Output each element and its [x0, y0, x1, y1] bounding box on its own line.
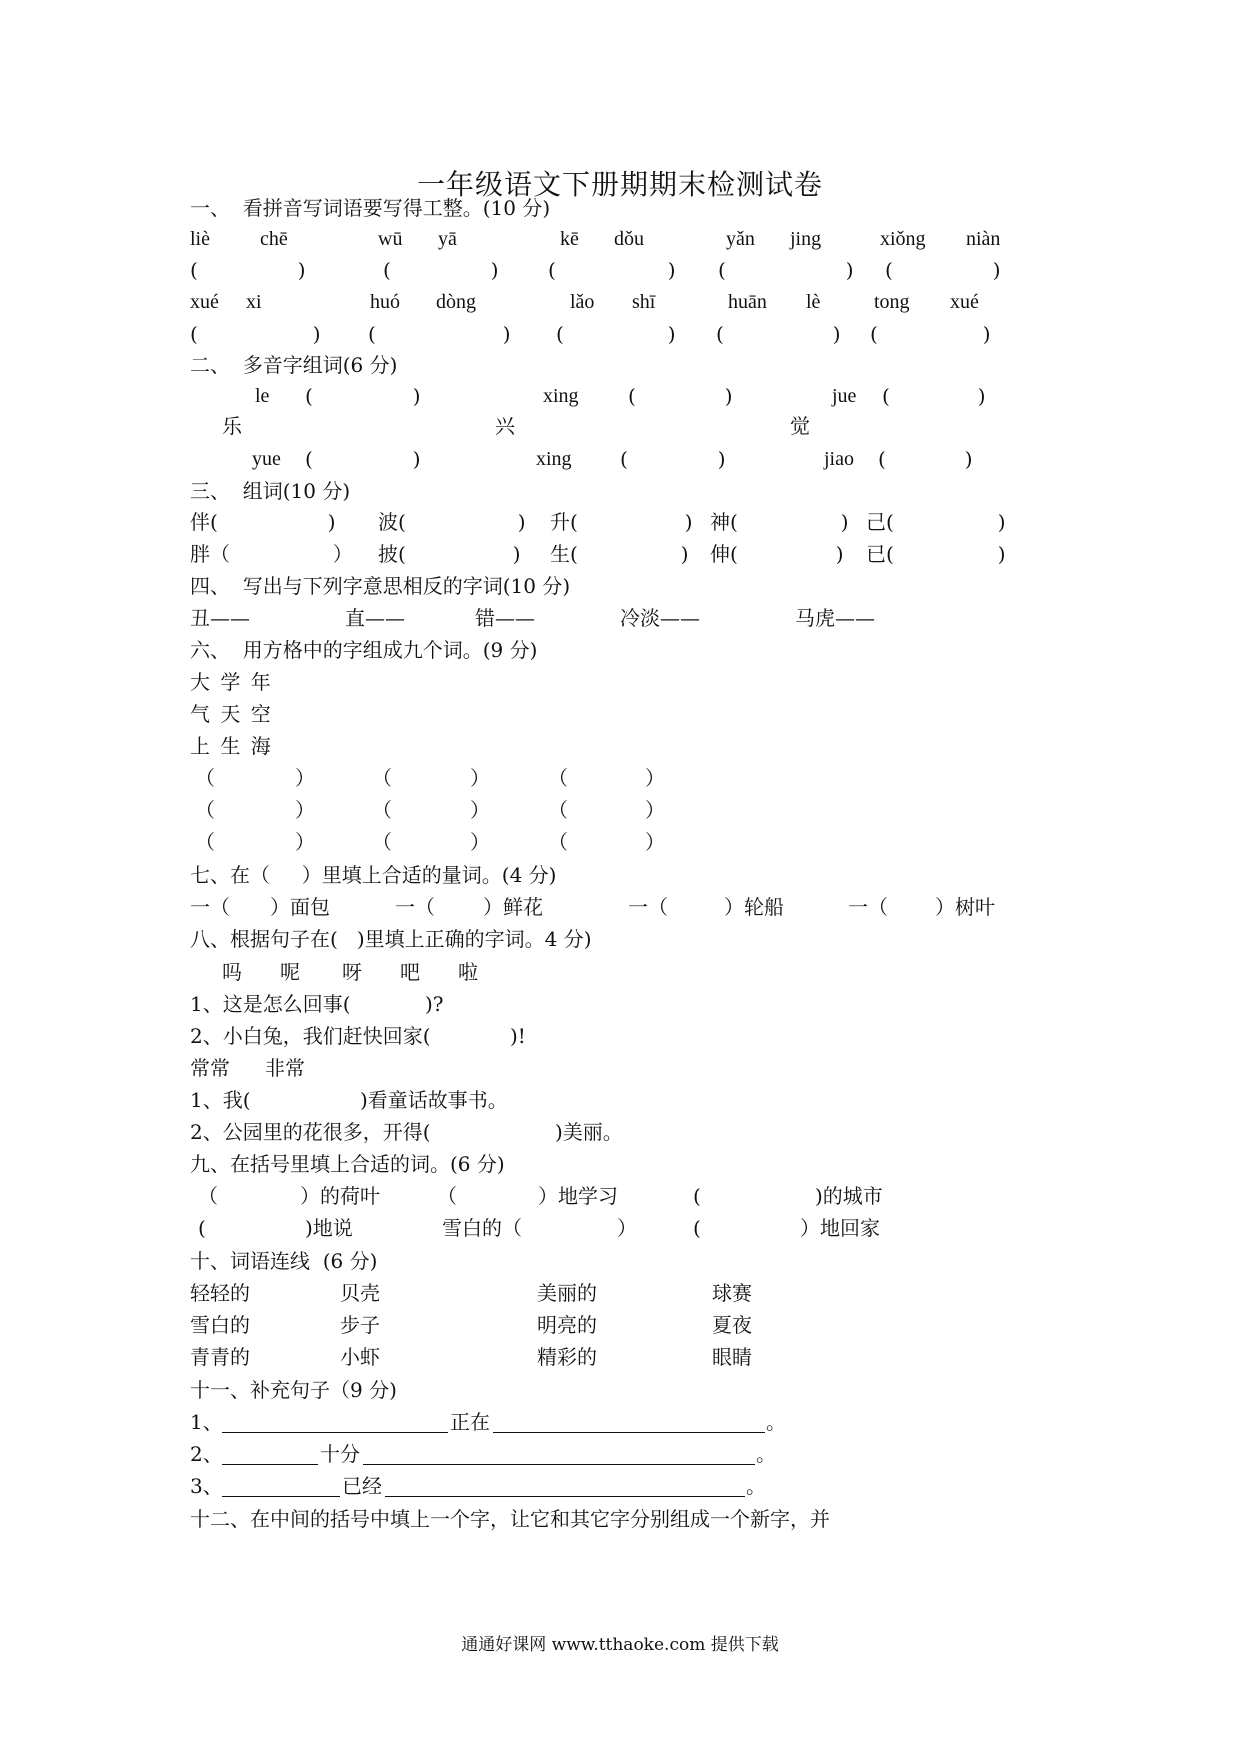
paren-close: ） — [320, 542, 353, 566]
paren-open: ( — [305, 447, 313, 471]
paren-close: ) — [980, 258, 1001, 282]
paren-open: ( — [878, 447, 886, 471]
pinyin: huān — [728, 291, 767, 313]
paren-close: ) — [505, 510, 526, 534]
pinyin: le — [255, 385, 270, 407]
word-item: 波( — [378, 510, 406, 534]
pinyin: xi — [246, 291, 262, 313]
paren-open: ( — [620, 447, 628, 471]
measure-item: 一（ — [395, 895, 435, 919]
section-2-header: 二、 多音字组词(6 分) — [190, 353, 398, 377]
paren-open: ( — [693, 1216, 701, 1240]
sentence-keyword: 十分 — [320, 1442, 360, 1466]
paren-open: （ — [372, 830, 392, 854]
section-8-header: 八、根据句子在( )里填上正确的字词。4 分) — [190, 927, 592, 951]
paren-close: ) — [965, 384, 986, 408]
antonym-item: 直—— — [345, 606, 405, 630]
match-word: 球赛 — [712, 1281, 752, 1305]
word-item: 伸( — [710, 542, 738, 566]
paren-open: （ — [372, 798, 392, 822]
match-word: 轻轻的 — [190, 1281, 250, 1305]
word-item: 已( — [866, 542, 894, 566]
sentence-number: 3、 — [190, 1474, 223, 1498]
pinyin: xué — [950, 291, 979, 313]
measure-item: ）树叶 — [935, 895, 995, 919]
section-1-header: 一、 看拼音写词语要写得工整。(10 分) — [190, 196, 551, 220]
paren-open: ( — [548, 258, 556, 282]
pinyin: wū — [378, 228, 403, 250]
paren-close: ) — [820, 322, 841, 346]
section-9-header: 九、在括号里填上合适的词。(6 分) — [190, 1152, 505, 1176]
word-item: 胖（ — [190, 542, 230, 566]
pinyin: huó — [370, 291, 400, 313]
paren-open: ( — [198, 1216, 206, 1240]
sentence-end: 。 — [756, 1442, 776, 1466]
question-text: 1、这是怎么回事( — [190, 992, 351, 1016]
paren-open: ( — [716, 322, 724, 346]
section-12-header: 十二、在中间的括号中填上一个字，让它和其它字分别组成一个新字，并 — [190, 1507, 830, 1531]
blank-line — [493, 1432, 765, 1433]
word-item: 己( — [866, 510, 894, 534]
word-item: 披( — [378, 542, 406, 566]
paren-open: （ — [195, 766, 215, 790]
word-item: 神( — [710, 510, 738, 534]
paren-close: ) — [970, 322, 991, 346]
paren-close: ) — [823, 542, 844, 566]
blank-line — [222, 1464, 318, 1465]
paren-close: ) — [828, 510, 849, 534]
paren-close: ) — [668, 542, 689, 566]
pinyin: dǒu — [614, 228, 644, 250]
paren-open: （ — [548, 830, 568, 854]
option-word: 非常 — [265, 1056, 305, 1080]
word-item: 伴( — [190, 510, 218, 534]
option-word: 呢 — [280, 960, 300, 984]
paren-close: ） — [617, 1216, 637, 1240]
char: 乐 — [222, 414, 242, 438]
paren-close: ） — [470, 830, 490, 854]
paren-open: ( — [368, 322, 376, 346]
section-6-header: 六、 用方格中的字组成九个词。(9 分) — [190, 638, 538, 662]
paren-close: ) — [655, 258, 676, 282]
paren-open: （ — [195, 798, 215, 822]
measure-item: ）面包 — [270, 895, 330, 919]
pinyin: yā — [438, 228, 457, 250]
paren-open: （ — [372, 766, 392, 790]
paren-close: ） — [645, 798, 665, 822]
paren-close: ) — [705, 447, 726, 471]
blank-line — [363, 1464, 755, 1465]
paren-close: ） — [470, 798, 490, 822]
paren-open: ( — [628, 384, 636, 408]
question-text: )! — [510, 1024, 526, 1048]
match-word: 精彩的 — [537, 1345, 597, 1369]
paren-close: ) — [833, 258, 854, 282]
pinyin: xué — [190, 291, 219, 313]
paren-close: ） — [295, 766, 315, 790]
paren-close: ) — [300, 322, 321, 346]
option-word: 吧 — [400, 960, 420, 984]
pinyin: chē — [260, 228, 288, 250]
fill-item: ）的荷叶 — [300, 1184, 380, 1208]
paren-open: （ — [437, 1184, 457, 1208]
char-grid-row: 气 天 空 — [190, 702, 273, 726]
paren-open: （ — [195, 830, 215, 854]
antonym-item: 马虎—— — [795, 606, 875, 630]
match-word: 眼睛 — [712, 1345, 752, 1369]
blank-line — [222, 1432, 448, 1433]
measure-item: ）轮船 — [724, 895, 784, 919]
paren-close: ) — [985, 542, 1006, 566]
word-item: 生( — [550, 542, 578, 566]
pinyin: niàn — [966, 228, 1001, 250]
match-word: 雪白的 — [190, 1313, 250, 1337]
question-text: )? — [425, 992, 444, 1016]
measure-item: 一（ — [190, 895, 230, 919]
page-title: 一年级语文下册期期末检测试卷 — [416, 168, 823, 201]
paren-open: ( — [190, 258, 198, 282]
fill-item: ）地学习 — [538, 1184, 618, 1208]
measure-item: 一（ — [628, 895, 668, 919]
blank-line — [222, 1496, 340, 1497]
blank-line — [385, 1496, 745, 1497]
pinyin: liè — [190, 228, 210, 250]
paren-close: ) — [285, 258, 306, 282]
section-11-header: 十一、补充句子（9 分) — [190, 1378, 397, 1402]
option-word: 常常 — [190, 1056, 230, 1080]
pinyin: tong — [874, 291, 910, 313]
pinyin: dòng — [436, 291, 476, 313]
paren-close: ) — [400, 384, 421, 408]
char: 兴 — [495, 414, 515, 438]
sentence-number: 1、 — [190, 1410, 223, 1434]
measure-item: ）鲜花 — [483, 895, 543, 919]
section-10-header: 十、词语连线 (6 分) — [190, 1249, 378, 1273]
paren-close: ） — [295, 830, 315, 854]
paren-close: ) — [655, 322, 676, 346]
paren-open: ( — [882, 384, 890, 408]
question-text: )美丽。 — [555, 1120, 623, 1144]
match-word: 明亮的 — [537, 1313, 597, 1337]
section-7-header: 七、在（ ）里填上合适的量词。(4 分) — [190, 863, 557, 887]
paren-close: ) — [712, 384, 733, 408]
sentence-end: 。 — [766, 1410, 786, 1434]
section-4-header: 四、 写出与下列字意思相反的字词(10 分) — [190, 574, 571, 598]
match-word: 小虾 — [340, 1345, 380, 1369]
sentence-number: 2、 — [190, 1442, 223, 1466]
paren-open: （ — [198, 1184, 218, 1208]
pinyin: shī — [632, 291, 656, 313]
paren-close: ) — [315, 510, 336, 534]
paren-open: （ — [548, 766, 568, 790]
question-text: )看童话故事书。 — [360, 1088, 508, 1112]
paren-close: ) — [490, 322, 511, 346]
antonym-item: 丑—— — [190, 606, 250, 630]
pinyin: jing — [790, 228, 822, 250]
paren-close: ) — [500, 542, 521, 566]
paren-close: ) — [985, 510, 1006, 534]
pinyin: kē — [560, 228, 579, 250]
paren-open: ( — [556, 322, 564, 346]
paren-close: ） — [645, 830, 665, 854]
option-word: 呀 — [342, 960, 362, 984]
sentence-keyword: 正在 — [450, 1410, 490, 1434]
paren-close: ) — [478, 258, 499, 282]
char-grid-row: 大 学 年 — [190, 670, 273, 694]
char-grid-row: 上 生 海 — [190, 734, 273, 758]
paren-open: （ — [548, 798, 568, 822]
question-text: 1、我( — [190, 1088, 251, 1112]
pinyin: yǎn — [726, 228, 755, 250]
paren-open: ( — [190, 322, 198, 346]
question-text: 2、公园里的花很多，开得( — [190, 1120, 431, 1144]
pinyin: xing — [536, 448, 572, 470]
paren-open: ( — [383, 258, 391, 282]
paren-open: ( — [885, 258, 893, 282]
pinyin: xiǒng — [880, 228, 926, 250]
match-word: 青青的 — [190, 1345, 250, 1369]
paren-close: ） — [645, 766, 665, 790]
paren-close: ) — [672, 510, 693, 534]
match-word: 步子 — [340, 1313, 380, 1337]
antonym-item: 错—— — [475, 606, 535, 630]
option-word: 吗 — [222, 960, 242, 984]
antonym-item: 冷淡—— — [620, 606, 700, 630]
paren-open: ( — [718, 258, 726, 282]
fill-item: ）地回家 — [800, 1216, 880, 1240]
pinyin: yue — [252, 448, 281, 470]
word-item: 升( — [550, 510, 578, 534]
char: 觉 — [790, 414, 810, 438]
section-3-header: 三、 组词(10 分) — [190, 479, 351, 503]
match-word: 贝壳 — [340, 1281, 380, 1305]
paren-open: ( — [305, 384, 313, 408]
option-word: 啦 — [458, 960, 478, 984]
pinyin: lǎo — [570, 291, 595, 313]
footer-credit: 通通好课网 www.tthaoke.com 提供下载 — [461, 1635, 779, 1655]
match-word: 夏夜 — [712, 1313, 752, 1337]
pinyin: jue — [832, 385, 857, 407]
fill-item: 雪白的（ — [442, 1216, 522, 1240]
paren-close: ） — [470, 766, 490, 790]
paren-close: ) — [952, 447, 973, 471]
match-word: 美丽的 — [537, 1281, 597, 1305]
measure-item: 一（ — [848, 895, 888, 919]
paren-close: ) — [400, 447, 421, 471]
sentence-end: 。 — [746, 1474, 766, 1498]
paren-close: ） — [295, 798, 315, 822]
pinyin: jiao — [824, 448, 854, 470]
paren-open: ( — [693, 1184, 701, 1208]
pinyin: xing — [543, 385, 579, 407]
fill-item: )地说 — [305, 1216, 353, 1240]
sentence-keyword: 已经 — [342, 1474, 382, 1498]
pinyin: lè — [806, 291, 821, 313]
question-text: 2、小白兔，我们赶快回家( — [190, 1024, 431, 1048]
fill-item: )的城市 — [815, 1184, 883, 1208]
paren-open: ( — [870, 322, 878, 346]
